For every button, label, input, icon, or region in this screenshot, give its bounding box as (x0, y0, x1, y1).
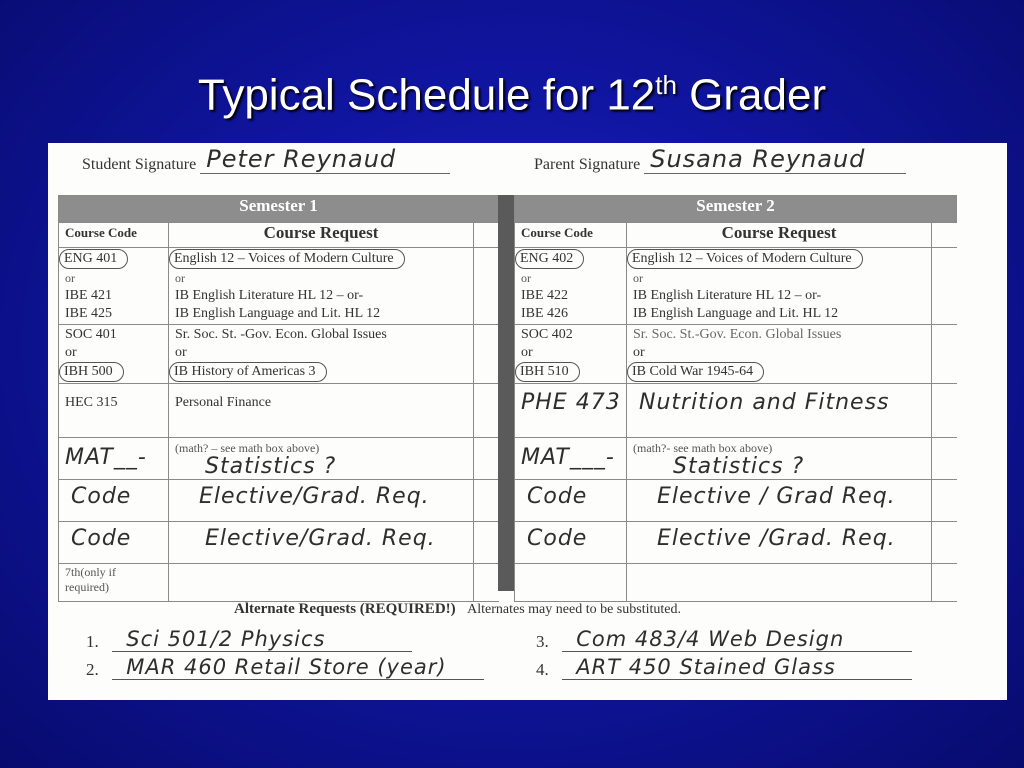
course-request: Sr. Soc. St.-Gov. Econ. Global Issues (633, 327, 842, 342)
table-row (59, 438, 499, 480)
course-codes (515, 325, 627, 384)
table-row (515, 480, 957, 522)
student-signature (82, 145, 450, 174)
semester-2-header: Semester 2 (515, 196, 957, 223)
course-request-circled: IB Cold War 1945-64 (627, 362, 764, 382)
student-signature-line (200, 145, 450, 174)
alternate-line (562, 655, 912, 680)
or-text: or (65, 345, 77, 360)
title-superscript: th (655, 70, 677, 100)
handwritten-code: MAT___- (521, 445, 615, 470)
course-code: SOC 401 (65, 327, 117, 342)
blank-cell (932, 480, 957, 522)
table-row (515, 522, 957, 564)
course-code-circled: ENG 402 (515, 249, 584, 269)
handwritten-code: Code (59, 522, 169, 564)
blank-cell (932, 223, 957, 248)
course-requests (169, 438, 474, 480)
alternate-line (112, 627, 412, 652)
course-code: HEC 315 (59, 384, 169, 438)
course-request: IB English Literature HL 12 – or- (633, 288, 822, 303)
course-request (169, 564, 474, 602)
semester-2-table (514, 195, 957, 602)
alternate-title-text: Alternate Requests (REQUIRED!) (234, 601, 456, 617)
handwritten-code: Code (59, 480, 169, 522)
course-codes (515, 438, 627, 480)
parent-signature-label: Parent Signature (534, 156, 641, 173)
semester-1-header: Semester 1 (59, 196, 499, 223)
blank-cell (932, 248, 957, 325)
seventh-period-cell (59, 564, 169, 602)
blank-cell (474, 480, 499, 522)
parent-signature-handwriting: Susana Reynaud (650, 145, 866, 173)
alternate-number: 2. (86, 660, 99, 679)
alternate-note: Alternates may need to be substituted. (467, 602, 681, 617)
table-row (59, 564, 499, 602)
course-code: IBE 422 (521, 288, 569, 303)
course-request: Sr. Soc. St. -Gov. Econ. Global Issues (175, 327, 387, 342)
blank-cell (932, 325, 957, 384)
alternate-item (536, 627, 912, 652)
alternate-requests-title (234, 601, 681, 618)
or-text: or (521, 345, 533, 360)
handwritten-code: Code (515, 480, 627, 522)
student-signature-handwriting: Peter Reynaud (206, 145, 397, 173)
course-codes (515, 248, 627, 325)
or-text: or (633, 271, 643, 285)
course-code: IBE 426 (521, 306, 569, 321)
handwritten-request: Elective /Grad. Req. (627, 522, 932, 564)
alternate-handwriting: MAR 460 Retail Store (year) (126, 655, 447, 679)
or-text: or (633, 345, 645, 360)
alternate-item (536, 655, 912, 680)
alternate-number: 1. (86, 632, 99, 651)
alternate-handwriting: ART 450 Stained Glass (576, 655, 836, 679)
blank-cell (932, 384, 957, 438)
parent-signature-line (644, 145, 906, 174)
course-request-header: Course Request (169, 223, 474, 248)
blank-cell (474, 564, 499, 602)
blank-cell (932, 522, 957, 564)
course-request: IB English Language and Lit. HL 12 (175, 306, 381, 321)
course-request-circled: English 12 – Voices of Modern Culture (627, 249, 863, 269)
course-code (515, 564, 627, 602)
handwritten-code: PHE 473 (515, 384, 627, 438)
alternate-item (86, 655, 484, 680)
or-text: or (175, 271, 185, 285)
course-request: IB English Language and Lit. HL 12 (633, 306, 839, 321)
course-requests (169, 325, 474, 384)
or-text: or (175, 345, 187, 360)
course-code-header: Course Code (515, 223, 627, 248)
alternate-line (112, 655, 484, 680)
alternate-item (86, 627, 412, 652)
course-code: IBE 421 (65, 288, 113, 303)
handwritten-request: Statistics ? (205, 454, 337, 479)
seventh-period-label: 7th(only if (65, 565, 116, 579)
blank-cell (932, 438, 957, 480)
or-text: or (65, 271, 75, 285)
course-codes (59, 438, 169, 480)
blank-cell (474, 248, 499, 325)
table-row (59, 480, 499, 522)
blank-cell (474, 438, 499, 480)
course-code-circled: IBH 500 (59, 362, 124, 382)
table-row (515, 248, 957, 325)
course-code: SOC 402 (521, 327, 573, 342)
table-row (515, 564, 957, 602)
course-request-circled: English 12 – Voices of Modern Culture (169, 249, 405, 269)
course-request-circled: IB History of Americas 3 (169, 362, 327, 382)
course-request-header: Course Request (627, 223, 932, 248)
or-text: or (521, 271, 531, 285)
alternate-handwriting: Sci 501/2 Physics (126, 627, 326, 651)
math-note: (math?- see math box above) (633, 441, 773, 455)
handwritten-request: Elective/Grad. Req. (169, 480, 474, 522)
course-code-header: Course Code (59, 223, 169, 248)
course-requests (169, 248, 474, 325)
handwritten-request: Statistics ? (673, 454, 805, 479)
course-request: IB English Literature HL 12 – or- (175, 288, 364, 303)
table-row (59, 248, 499, 325)
alternate-line (562, 627, 912, 652)
student-signature-label: Student Signature (82, 156, 197, 173)
slide-title (0, 70, 1024, 121)
course-requests (627, 325, 932, 384)
table-row (59, 325, 499, 384)
handwritten-request: Nutrition and Fitness (627, 384, 932, 438)
alternate-handwriting: Com 483/4 Web Design (576, 627, 845, 651)
course-codes (59, 325, 169, 384)
seventh-period-label: required) (65, 580, 109, 594)
table-row (59, 522, 499, 564)
title-text: Typical Schedule for 12 (197, 70, 656, 120)
course-requests (627, 438, 932, 480)
table-row (59, 384, 499, 438)
handwritten-code: Code (515, 522, 627, 564)
semester-divider (498, 195, 514, 591)
alternate-number: 3. (536, 632, 549, 651)
blank-cell (474, 384, 499, 438)
blank-cell (932, 564, 957, 602)
table-row (515, 325, 957, 384)
table-row (515, 438, 957, 480)
handwritten-code: MAT__- (65, 445, 147, 470)
title-end: Grader (676, 70, 827, 120)
course-code: IBE 425 (65, 306, 113, 321)
blank-cell (474, 223, 499, 248)
course-requests (627, 248, 932, 325)
parent-signature (534, 145, 906, 174)
course-code-circled: ENG 401 (59, 249, 128, 269)
course-code-circled: IBH 510 (515, 362, 580, 382)
course-request: Personal Finance (169, 384, 474, 438)
table-row (515, 384, 957, 438)
course-request (627, 564, 932, 602)
course-codes (59, 248, 169, 325)
handwritten-request: Elective / Grad Req. (627, 480, 932, 522)
semester-1-table (58, 195, 499, 602)
blank-cell (474, 522, 499, 564)
schedule-form (48, 143, 1007, 700)
handwritten-request: Elective/Grad. Req. (169, 522, 474, 564)
blank-cell (474, 325, 499, 384)
math-note: (math? – see math box above) (175, 441, 320, 455)
alternate-number: 4. (536, 660, 549, 679)
